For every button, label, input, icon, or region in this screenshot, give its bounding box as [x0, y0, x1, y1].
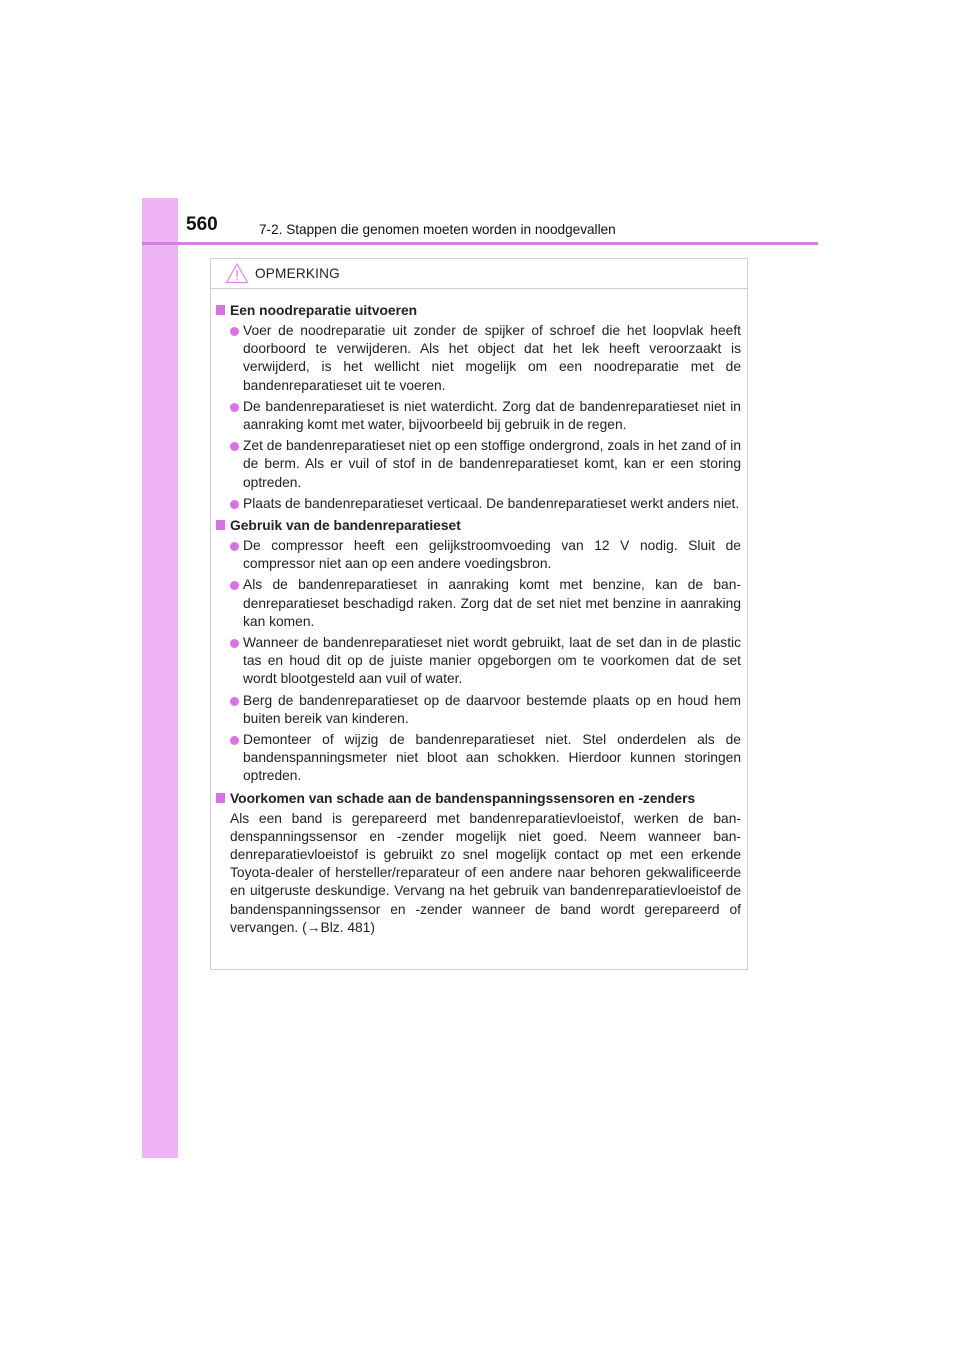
bullet-dot-icon [230, 442, 239, 451]
notice-header [211, 259, 747, 289]
warning-triangle-icon [225, 262, 249, 284]
bullet-dot-icon [230, 403, 239, 412]
list-item [216, 322, 741, 395]
list-item-text: Demonteer of wijzig de bandenreparatieset niet. Stel onderdelen als de bandenspanningsmeter niet bloot aan schokken. Hierdoor kunnen storingen optreden. [243, 732, 741, 784]
notice-content [211, 289, 747, 937]
section-heading [216, 301, 741, 320]
list-item-text: Voer de noodreparatie uit zonder de spijker of schroef die het loopvlak heeft doorboord te verwijderen. Als het object dat het lek heeft veroorzaakt is verwijderd, is het wellicht niet mogelijk om een noodreparatie met de bandenreparatieset uit te voeren. [243, 323, 741, 393]
bullet-dot-icon [230, 542, 239, 551]
list-item [216, 576, 741, 631]
section-heading [216, 516, 741, 535]
square-marker-icon [216, 305, 225, 315]
heading-text: Voorkomen van schade aan de bandenspanningssensoren en -zenders [230, 790, 696, 806]
bullet-dot-icon [230, 639, 239, 648]
paragraph: Als een band is gerepareerd met bandenreparatievloeistof, werken de bandenspanningssensor en -zender mogelijk niet goed. Neem wanneer bandenreparatievloeistof is gebruikt zo snel mogelijk contact op met een erkende Toyota-dealer of hersteller/reparateur of een andere naar behoren gekwalificeerde en uitgeruste deskundige. Vervang na het gebruik van bandenreparatievloeistof de bandenspanningssensor en -zender wanneer de band wordt gerepareerd of vervangen. (→Blz. 481) [230, 810, 741, 935]
list-item-text: De compressor heeft een gelijkstroomvoeding van 12 V nodig. Sluit de compressor niet aan op een andere voedingsbron. [243, 538, 741, 572]
bullet-dot-icon [230, 697, 239, 706]
bullet-dot-icon [230, 327, 239, 336]
list-item-text: Plaats de bandenreparatieset verticaal. De bandenreparatieset werkt anders niet. [243, 495, 740, 511]
notice-label: OPMERKING [255, 266, 340, 281]
side-tab-bar [142, 198, 178, 1158]
square-marker-icon [216, 520, 225, 530]
heading-text: Gebruik van de bandenreparatieset [230, 518, 461, 534]
list-item [216, 437, 741, 492]
list-item-text: Als de bandenreparatieset in aanraking komt met benzine, kan de bandenreparatieset beschadigd raken. Zorg dat de set niet met benzine in aanraking kan komen. [243, 577, 741, 629]
list-item [216, 495, 741, 513]
list-item [216, 692, 741, 728]
header-rule [142, 242, 818, 245]
list-item [216, 731, 741, 786]
list-item [216, 634, 741, 689]
list-item-text: Berg de bandenreparatieset op de daarvoor bestemde plaats op en houd hem buiten bereik van kinderen. [243, 692, 741, 726]
list-item-text: De bandenreparatieset is niet waterdicht. Zorg dat de bandenreparatieset niet in aanraking komt met water, bijvoorbeeld bij gebruik in de regen. [243, 398, 741, 433]
list-item-text: Wanneer de bandenreparatieset niet wordt gebruikt, laat de set dan in de plastic tas en houd dit op de juiste manier opgeborgen om te voorkomen dat de set wordt blootgesteld aan vuil of water. [243, 635, 741, 687]
list-item [216, 398, 741, 434]
bullet-dot-icon [230, 500, 239, 509]
heading-text: Een noodreparatie uitvoeren [230, 303, 418, 318]
section-title: 7-2. Stappen die genomen moeten worden in noodgevallen [259, 222, 616, 237]
list-item [216, 537, 741, 573]
bullet-dot-icon [230, 736, 239, 745]
page-number: 560 [186, 214, 218, 235]
bullet-dot-icon [230, 581, 239, 590]
square-marker-icon [216, 793, 225, 803]
notice-box [210, 258, 748, 970]
list-item-text: Zet de bandenreparatieset niet op een stoffige ondergrond, zoals in het zand of in de berm. Als er vuil of stof in de bandenreparatieset komt, kan er een storing optreden. [243, 438, 741, 490]
section-heading [216, 789, 741, 808]
